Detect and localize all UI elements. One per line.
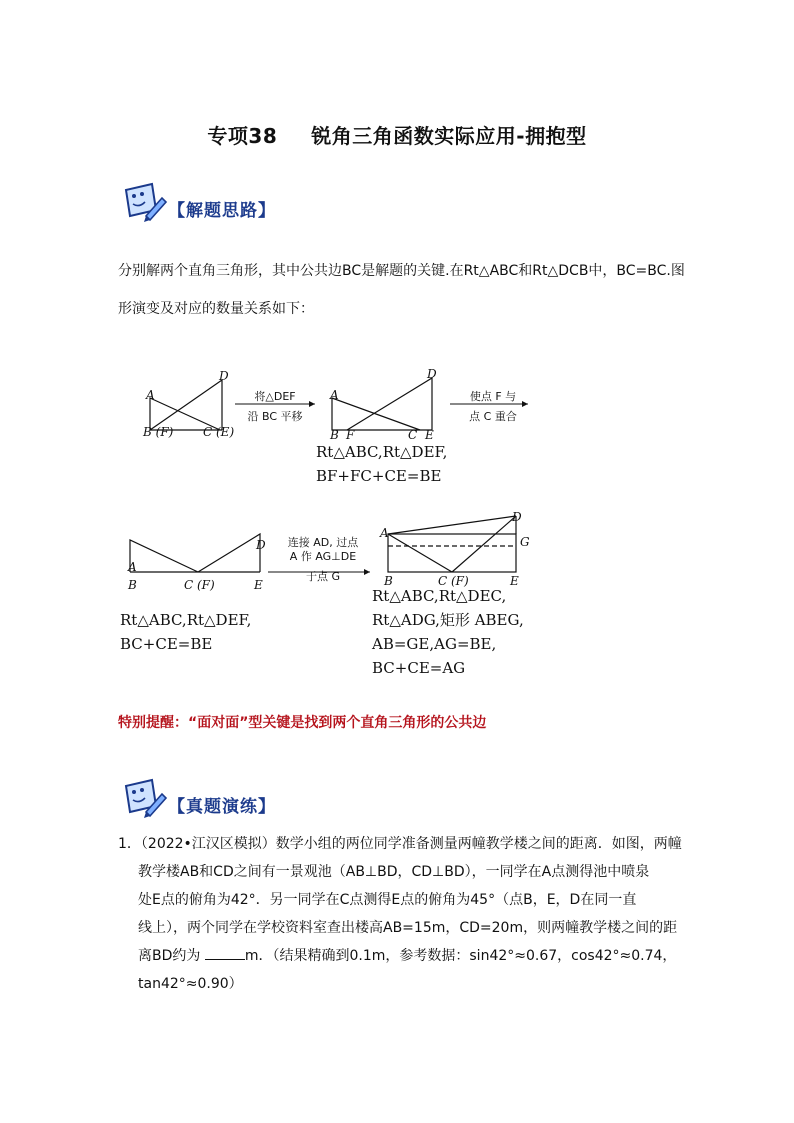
problem-line-2: 教学楼AB和CD之间有一景观池（AB⊥BD，CD⊥BD），一同学在A点测得池中喷泉 [138,864,650,880]
page-title [0,120,794,149]
fig2-arrow-label [268,536,378,584]
pencil-note-icon [118,176,168,226]
fig2-arrow-line-2: A 作 AG⊥DE [289,550,357,563]
fig1-arrow1-top: 将△DEF [254,390,296,403]
fig2-label-A2: A [380,526,389,540]
title-main: 锐角三角函数实际应用-拥抱型 [311,124,587,148]
fig1-relation-1: Rt△ABC,Rt△DEF, [316,443,448,461]
fig1-label-F2: F [346,428,355,442]
fig2-label-A: A [128,560,137,574]
section-badge-thinking [118,176,288,226]
intro-line-2: 形演变及对应的数量关系如下： [118,301,314,317]
fig2-relation-left-1: Rt△ABC,Rt△DEF, [120,611,252,629]
fig2-relation-right-1: Rt△ABC,Rt△DEC, [372,587,507,605]
fig1-arrow2-bottom: 点 C 重合 [469,410,517,423]
fig1-relation-2: BF+FC+CE=BE [316,467,442,485]
fig1-label-A: A [146,388,155,402]
problem-line-5: 离BD约为 m．（结果精确到0.1m，参考数据：sin42°≈0.67，cos42°≈0.74， [118,942,698,970]
fig1-relations [316,440,447,488]
fig1-arrow1-bottom: 沿 BC 平移 [247,410,303,423]
special-reminder: 特别提醒：“面对面”型关键是找到两个直角三角形的公共边 [118,715,487,731]
fig1-label-B-F: B (F) [143,425,174,439]
section-title-practice: 【真题演练】 [168,797,276,817]
problem-line-6: tan42°≈0.90） [138,976,243,992]
fig2-label-G: G [520,535,530,549]
fig1-label-D: D [219,369,229,383]
fig2-arrow-line-1: 连接 AD, 过点 [287,536,359,549]
answer-blank[interactable] [205,945,245,960]
fig2-label-E2: E [510,574,519,588]
problem-1 [118,830,698,998]
fig1-label-B2: B [330,428,339,442]
fig2-label-B2: B [384,574,393,588]
problem-line-1: 1．（2022•江汉区模拟）数学小组的两位同学准备测量两幢教学楼之间的距离．如图，两幢 [118,836,682,852]
problem-number: 1． [118,836,141,852]
fig1-label-C-E: C (E) [203,425,235,439]
title-prefix: 专项38 [207,124,278,148]
fig2-relations-left [120,608,251,656]
intro-line-1: 分别解两个直角三角形，其中公共边BC是解题的关键.在Rt△ABC和Rt△DCB中，BC=BC.图 [118,263,685,279]
fig2-label-B: B [128,578,137,592]
fig2-label-C-F: C (F) [184,578,215,592]
fig2-relation-right-3: AB=GE,AG=BE, [372,635,497,653]
problem-line-3: 处E点的俯角为42°．另一同学在C点测得E点的俯角为45°（点B，E，D在同一直 [138,892,637,908]
fig1-arrow2-top: 使点 F 与 [469,390,517,403]
section-title-thinking: 【解题思路】 [168,201,276,221]
fig1-label-E2: E [425,428,434,442]
fig2-relation-right-4: BC+CE=AG [372,659,466,677]
section-badge-practice [118,772,298,822]
fig2-arrow-line-3: 于点 G [305,570,341,583]
fig2-relation-left-2: BC+CE=BE [120,635,213,653]
problem-line-4: 线上），两个同学在学校资料室查出楼高AB=15m，CD=20m，则两幢教学楼之间的距 [138,920,678,936]
pencil-note-icon [118,772,168,822]
fig2-label-E: E [254,578,263,592]
fig1-label-A2: A [330,388,339,402]
fig2-relations-right [372,584,524,680]
fig1-label-C2: C [408,428,418,442]
fig2-label-D: D [256,538,266,552]
fig2-label-C2-F: C (F) [438,574,469,588]
fig1-label-D2: D [427,367,437,381]
fig2-label-D2: D [512,510,522,524]
fig2-relation-right-2: Rt△ADG,矩形 ABEG, [372,611,524,629]
